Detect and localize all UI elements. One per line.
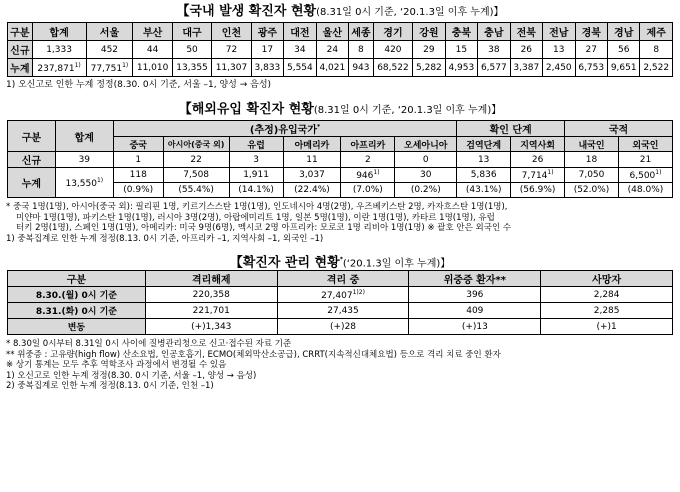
management-notes <box>0 339 680 392</box>
management-cell: 2,284 <box>541 287 673 303</box>
management-cell: (+)13 <box>409 319 541 335</box>
imported-cell: 7,050 <box>565 168 619 183</box>
domestic-cell: 38 <box>478 41 510 59</box>
imported-cell: 6,500$^{1)}$ <box>618 168 672 183</box>
management-header-cell: 격리 중 <box>277 271 409 287</box>
domestic-cell: 4,021 <box>316 59 348 77</box>
imported-subheader-cell: 오세아니아 <box>395 137 457 152</box>
domestic-header-cell: 울산 <box>316 23 348 41</box>
domestic-header-cell: 제주 <box>640 23 673 41</box>
domestic-cell: 17 <box>251 41 283 59</box>
management-note-line: ** 위중증 : 고유량(high flow) 산소요법, 인공호흡기, ECMO(체외막산소공급), CRRT(지속적신대체요법) 등으로 격리 치료 중인 환자 <box>6 349 501 360</box>
management-row <box>8 319 673 335</box>
imported-pct-cell: (48.0%) <box>618 183 672 198</box>
domestic-cell: 56 <box>607 41 639 59</box>
domestic-header-cell: 합계 <box>32 23 86 41</box>
imported-subheader-cell: 중국 <box>113 137 163 152</box>
domestic-cell: 11,307 <box>212 59 251 77</box>
domestic-cell: 13,355 <box>172 59 211 77</box>
footnote-mark: 1) <box>96 176 104 184</box>
imported-pct-cell: (55.4%) <box>163 183 229 198</box>
domestic-cell: 29 <box>413 41 445 59</box>
imported-cell: 26 <box>511 152 565 168</box>
domestic-cell: 11,010 <box>133 59 172 77</box>
domestic-header-cell: 세종 <box>349 23 374 41</box>
imported-h-gubun: 구분 <box>8 121 56 152</box>
domestic-cell: 26 <box>510 41 542 59</box>
imported-cell: 21 <box>618 152 672 168</box>
domestic-cell: 3,387 <box>510 59 542 77</box>
imported-pct-cell: (0.2%) <box>395 183 457 198</box>
management-row <box>8 287 673 303</box>
domestic-cell: 3,833 <box>251 59 283 77</box>
imported-cell: 11 <box>283 152 341 168</box>
imported-note-line: 1) 중복집계로 인한 누계 정정(8.13. 0시 기준, 아프리카 –1, 지역사회 –1, 외국인 –1) <box>6 233 324 244</box>
domestic-header-cell: 경남 <box>607 23 639 41</box>
imported-subheader-cell: 지역사회 <box>511 137 565 152</box>
imported-h-nation: 국적 <box>565 121 673 137</box>
domestic-cell: 44 <box>133 41 172 59</box>
imported-cell: 18 <box>565 152 619 168</box>
imported-row-new <box>8 152 673 168</box>
domestic-note: 1) 오신고로 인한 누계 정정(8.30. 0시 기준, 서울 –1, 양성 → 음성) <box>6 80 272 90</box>
imported-h-total: 합계 <box>55 121 113 152</box>
domestic-row-label: 누계 <box>8 59 33 77</box>
management-row <box>8 303 673 319</box>
management-cell: (+)1,343 <box>145 319 277 335</box>
domestic-cell: 5,282 <box>413 59 445 77</box>
imported-cell: 3,037 <box>283 168 341 183</box>
management-cell: 221,701 <box>145 303 277 319</box>
imported-table <box>7 120 673 198</box>
domestic-row-new <box>8 41 673 59</box>
footnote-mark: 1) <box>373 169 380 176</box>
domestic-header-cell: 전북 <box>510 23 542 41</box>
domestic-cell: 8 <box>640 41 673 59</box>
imported-pct-cell: (14.1%) <box>229 183 283 198</box>
management-cell: 396 <box>409 287 541 303</box>
imported-cell: 22 <box>163 152 229 168</box>
imported-note-line: * 중국 1명(1명), 아시아(중국 외): 필리핀 1명, 키르기스스탄 1명(1명), 인도네시아 4명(2명), 우즈베키스탄 2명, 카자흐스탄 1명(1명), <box>6 202 508 212</box>
domestic-header-cell: 전남 <box>543 23 575 41</box>
imported-cell: 0 <box>395 152 457 168</box>
footnote-mark: 1)2) <box>352 288 365 296</box>
imported-note-line: 미얀마 1명(1명), 파키스탄 1명(1명), 러시아 3명(2명), 아랍에미리트 1명, 일본 5명(1명), 이란 1명(1명), 카타르 1명(1명), 유럽 <box>16 212 495 223</box>
imported-pct-cell: (52.0%) <box>565 183 619 198</box>
imported-h-country: (추정)유입국가* <box>113 121 456 137</box>
imported-cell: 2 <box>341 152 395 168</box>
imported-cell: 7,714$^{1)}$ <box>511 168 565 183</box>
domestic-header-cell: 충북 <box>445 23 477 41</box>
domestic-cell: 4,953 <box>445 59 477 77</box>
domestic-cell: 5,554 <box>284 59 316 77</box>
domestic-header-cell: 부산 <box>133 23 172 41</box>
domestic-cell: 24 <box>316 41 348 59</box>
imported-cell: 118 <box>113 168 163 183</box>
management-header-row <box>8 271 673 287</box>
imported-pct-cell: (22.4%) <box>283 183 341 198</box>
domestic-header-cell: 대전 <box>284 23 316 41</box>
imported-row-label: 신규 <box>8 152 56 168</box>
management-cell: (+)28 <box>277 319 409 335</box>
domestic-cell: 237,871$^{1)}$ <box>32 59 86 77</box>
imported-cell: 13 <box>457 152 511 168</box>
imported-subheader-cell: 아메리카 <box>283 137 341 152</box>
management-row-label: 변동 <box>8 319 146 335</box>
imported-cell: 39 <box>55 152 113 168</box>
imported-cell: 7,508 <box>163 168 229 183</box>
domestic-header-cell: 경기 <box>373 23 412 41</box>
domestic-header-row <box>8 23 673 41</box>
imported-note-line: 터키 2명(1명), 스페인 1명(1명), 아메리카: 미국 9명(6명), 멕시코 2명 아프리카: 모로코 1명 리비아 1명(1명) ※ 괄호 안은 외국인 수 <box>16 223 512 233</box>
management-cell: 409 <box>409 303 541 319</box>
management-note-line: ※ 상기 통계는 모두 추후 역학조사 과정에서 변경될 수 있음 <box>6 360 227 370</box>
management-note-line: 2) 중복집계로 인한 누계 정정(8.13. 0시 기준, 인천 –1) <box>6 381 214 391</box>
footnote-mark: 1) <box>74 61 81 69</box>
management-table <box>7 270 673 335</box>
imported-notes <box>0 202 680 244</box>
domestic-cell: 15 <box>445 41 477 59</box>
imported-pct-cell: (0.9%) <box>113 183 163 198</box>
imported-cell: 5,836 <box>457 168 511 183</box>
management-note-line: * 8.30일 0시부터 8.31일 0시 사이에 질병관리청으로 신고·접수된 자료 기준 <box>6 339 292 349</box>
domestic-cell: 6,577 <box>478 59 510 77</box>
imported-cell: 13,550$^{1)}$ <box>55 168 113 198</box>
imported-cell: 30 <box>395 168 457 183</box>
management-cell: 27,435 <box>277 303 409 319</box>
management-header-cell: 격리해제 <box>145 271 277 287</box>
domestic-row-label: 신규 <box>8 41 33 59</box>
imported-row-cum <box>8 168 673 183</box>
management-cell: (+)1 <box>541 319 673 335</box>
domestic-header-cell: 강원 <box>413 23 445 41</box>
imported-cell: 946$^{1)}$ <box>341 168 395 183</box>
domestic-header-cell: 광주 <box>251 23 283 41</box>
imported-cell: 1 <box>113 152 163 168</box>
imported-subheader-cell: 아프리카 <box>341 137 395 152</box>
management-header-cell: 구분 <box>8 271 146 287</box>
management-row-label: 8.30.(월) 0시 기준 <box>8 287 146 303</box>
domestic-cell: 6,753 <box>575 59 607 77</box>
imported-cell: 1,911 <box>229 168 283 183</box>
imported-subheader-cell: 아시아(중국 외) <box>163 137 229 152</box>
imported-h-confirm: 확인 단계 <box>457 121 565 137</box>
management-cell: $27,407^{1)2)}$ <box>277 287 409 303</box>
imported-subheader-cell: 유럽 <box>229 137 283 152</box>
domestic-cell: 452 <box>86 41 133 59</box>
footnote-mark: 1) <box>547 169 554 176</box>
domestic-header-cell: 구분 <box>8 23 33 41</box>
management-header-cell: 사망자 <box>541 271 673 287</box>
domestic-cell: 2,522 <box>640 59 673 77</box>
domestic-cell: 420 <box>373 41 412 59</box>
domestic-cell: 34 <box>284 41 316 59</box>
domestic-cell: 8 <box>349 41 374 59</box>
management-cell: 2,285 <box>541 303 673 319</box>
imported-subheader-cell: 내국인 <box>565 137 619 152</box>
management-row-label: 8.31.(화) 0시 기준 <box>8 303 146 319</box>
management-cell: 220,358 <box>145 287 277 303</box>
imported-pct-cell: (43.1%) <box>457 183 511 198</box>
domestic-header-cell: 인천 <box>212 23 251 41</box>
domestic-header-cell: 충남 <box>478 23 510 41</box>
imported-pct-cell: (56.9%) <box>511 183 565 198</box>
imported-pct-cell: (7.0%) <box>341 183 395 198</box>
domestic-cell: 13 <box>543 41 575 59</box>
management-title: 【확진자 관리 현황*(‘20.1.3일 이후 누계)】 <box>229 255 451 271</box>
domestic-header-cell: 대구 <box>172 23 211 41</box>
domestic-header-cell: 경북 <box>575 23 607 41</box>
domestic-cell: 2,450 <box>543 59 575 77</box>
domestic-header-cell: 서울 <box>86 23 133 41</box>
imported-title: 【해외유입 확진자 현황(8.31일 0시 기준, ‘20.1.3일 이후 누계)】 <box>178 102 502 117</box>
domestic-cell: 77,751$^{1)}$ <box>86 59 133 77</box>
domestic-cell: 943 <box>349 59 374 77</box>
domestic-cell: 72 <box>212 41 251 59</box>
imported-subheader-cell: 외국인 <box>618 137 672 152</box>
domestic-cell: 50 <box>172 41 211 59</box>
imported-subheader-cell: 검역단계 <box>457 137 511 152</box>
imported-row-label: 누계 <box>8 168 56 198</box>
management-note-line: 1) 오신고로 인한 누계 정정(8.30. 0시 기준, 서울 –1, 양성 → 음성) <box>6 370 257 381</box>
domestic-cell: 27 <box>575 41 607 59</box>
management-header-cell: 위중증 환자** <box>409 271 541 287</box>
footnote-mark: 1) <box>122 61 129 69</box>
domestic-title: 【국내 발생 확진자 현황(8.31일 0시 기준, ‘20.1.3일 이후 누계)】 <box>176 4 504 19</box>
domestic-cell: 1,333 <box>32 41 86 59</box>
domestic-cell: 9,651 <box>607 59 639 77</box>
domestic-cell: 68,522 <box>373 59 412 77</box>
domestic-row-cum <box>8 59 673 77</box>
domestic-table <box>7 22 673 77</box>
footnote-mark: 1) <box>655 169 662 176</box>
imported-cell: 3 <box>229 152 283 168</box>
